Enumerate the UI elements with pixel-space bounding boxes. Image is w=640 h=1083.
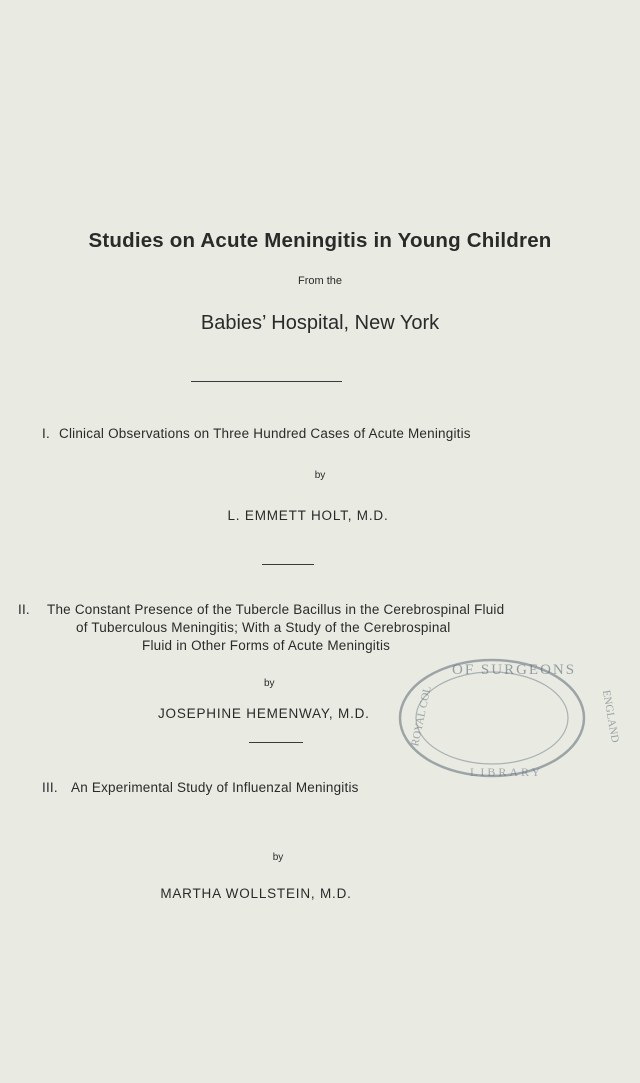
stamp-text-right: ENGLAND — [599, 689, 621, 744]
stamp-text-left: ROYAL COL — [409, 685, 434, 748]
author-name: MARTHA WOLLSTEIN, M.D. — [160, 886, 352, 901]
section-title-line: Fluid in Other Forms of Acute Meningitis — [142, 638, 391, 653]
section-number: III. — [42, 780, 58, 795]
author-name: JOSEPHINE HEMENWAY, M.D. — [158, 706, 370, 721]
divider-rule — [191, 381, 342, 382]
library-stamp-icon — [392, 650, 632, 780]
from-label: From the — [297, 275, 342, 287]
by-label: by — [272, 852, 284, 863]
author-name: L. EMMETT HOLT, M.D. — [227, 508, 389, 523]
stamp-text-bottom: LIBRARY — [470, 765, 544, 779]
divider-rule — [262, 564, 314, 565]
stamp-text-top: OF SURGEONS — [452, 662, 577, 678]
section-number: II. — [18, 602, 30, 617]
section-title: Clinical Observations on Three Hundred Cases of Acute Meningitis — [59, 426, 471, 441]
institution-name: Babies’ Hospital, New York — [200, 312, 440, 334]
document-title: Studies on Acute Meningitis in Young Children — [88, 229, 552, 252]
section-title-line: of Tuberculous Meningitis; With a Study of the Cerebrospinal — [76, 620, 451, 635]
divider-rule — [249, 742, 303, 743]
section-number: I. — [42, 426, 50, 441]
by-label: by — [264, 678, 275, 689]
section-title-line: The Constant Presence of the Tubercle Bacillus in the Cerebrospinal Fluid — [47, 602, 505, 617]
by-label: by — [314, 470, 326, 481]
section-title: An Experimental Study of Influenzal Meningitis — [71, 780, 359, 795]
